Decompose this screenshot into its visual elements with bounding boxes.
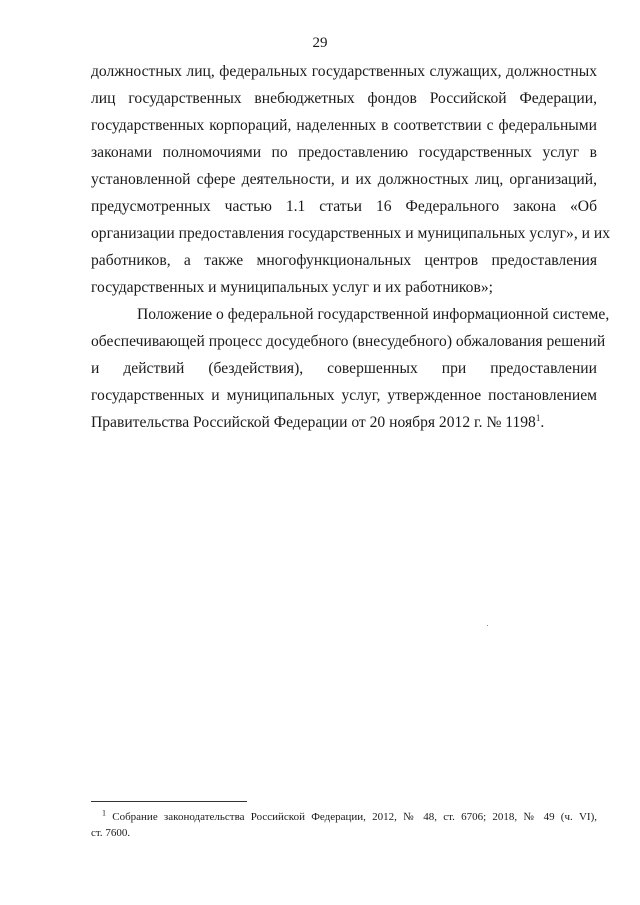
scan-speck — [487, 625, 488, 626]
footnote-separator — [91, 801, 247, 802]
footnote-line: ст. 7600. — [91, 827, 131, 839]
footnote-line — [102, 810, 597, 824]
footnote-text: Собрание законодательства Российской Федерации, 2012, № 48, ст. 6706; 2018, № 49 (ч. VI), — [112, 811, 597, 823]
footnote-reference[interactable]: 1 — [535, 412, 541, 423]
paragraph-line: государственных и муниципальных услуг и их работников»; — [91, 279, 493, 296]
footnote-marker: 1 — [102, 808, 106, 818]
paragraph-line: государственных корпораций, наделенных в соответствии с федеральными — [91, 117, 597, 134]
paragraph-line: должностных лиц, федеральных государственных служащих, должностных — [91, 63, 597, 80]
paragraph-line-text: Правительства Российской Федерации от 20 ноября 2012 г. № 1198 — [91, 414, 536, 431]
paragraph-line: обеспечивающей процесс досудебного (внесудебного) обжалования решений — [91, 333, 606, 350]
paragraph-line: и действий (бездействия), совершенных при предоставлении — [91, 360, 597, 377]
paragraph-line: законами полномочиями по предоставлению государственных услуг в — [91, 144, 597, 161]
paragraph-line: организации предоставления государственных и муниципальных услуг», и их — [91, 225, 611, 242]
paragraph-line: предусмотренных частью 1.1 статьи 16 Федерального закона «Об — [91, 198, 597, 215]
paragraph-line-last — [91, 413, 597, 433]
paragraph-line: установленной сфере деятельности, и их должностных лиц, организаций, — [91, 171, 597, 188]
sentence-end: . — [540, 414, 545, 431]
paragraph-line: государственных и муниципальных услуг, утвержденное постановлением — [91, 387, 597, 404]
paragraph-line: Положение о федеральной государственной информационной системе, — [137, 306, 610, 323]
page-number: 29 — [312, 35, 328, 51]
paragraph-line: лиц государственных внебюджетных фондов Российской Федерации, — [91, 90, 597, 107]
paragraph-line: работников, а также многофункциональных центров предоставления — [91, 252, 597, 269]
